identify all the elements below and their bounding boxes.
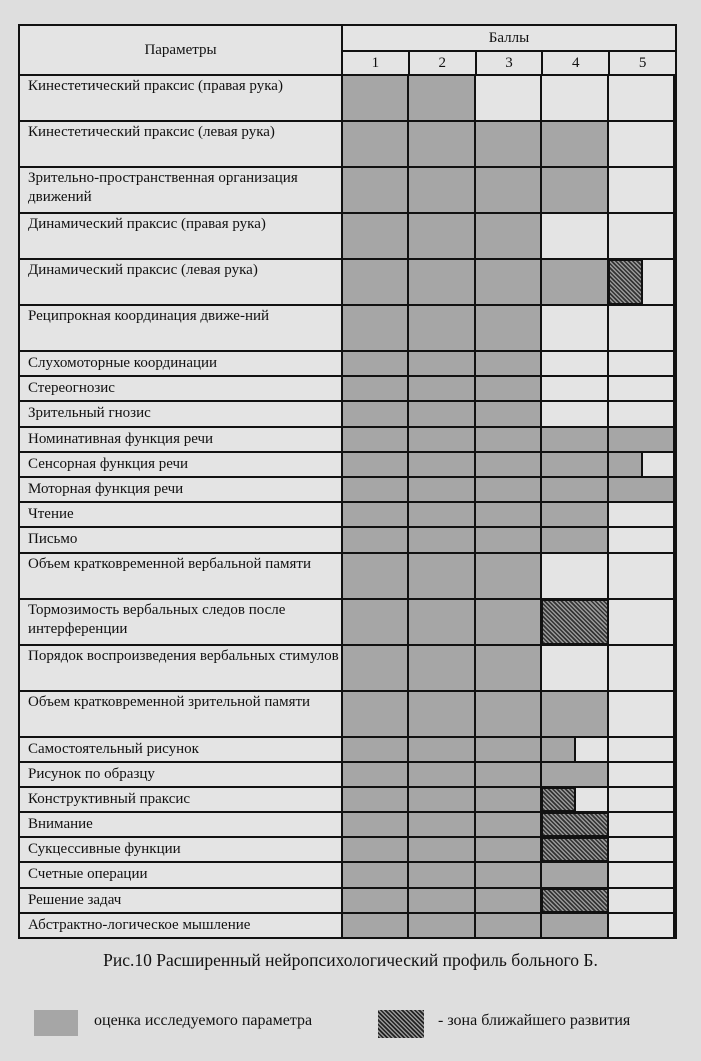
score-area <box>343 554 675 598</box>
score-cell <box>409 453 475 476</box>
score-area <box>343 863 675 886</box>
score-area <box>343 76 675 120</box>
parameter-label: Тормозимость вербальных следов после интерференции <box>20 600 343 644</box>
table-row <box>20 813 675 838</box>
score-cell <box>476 503 542 526</box>
score-header: Баллы <box>343 26 675 52</box>
table-row <box>20 478 675 503</box>
score-cell <box>476 554 542 598</box>
table-row <box>20 377 675 402</box>
bar-edge <box>641 260 643 304</box>
score-cell <box>542 813 608 836</box>
param-header: Параметры <box>20 26 343 74</box>
parameter-label: Стереогнозис <box>20 377 343 400</box>
score-cell <box>343 402 409 425</box>
score-legend-label: оценка исследуемого параметра <box>94 1012 313 1029</box>
score-cell <box>409 646 475 690</box>
score-cell <box>409 306 475 350</box>
score-cell <box>409 260 475 304</box>
score-cell <box>409 813 475 836</box>
score-area <box>343 813 675 836</box>
score-cell <box>343 528 409 551</box>
score-column-header: 5 <box>638 55 647 71</box>
score-cell <box>343 914 409 937</box>
score-cell <box>542 600 608 644</box>
score-cell <box>476 214 542 258</box>
table-row <box>20 763 675 788</box>
table-row <box>20 528 675 553</box>
score-cell <box>409 914 475 937</box>
score-cell <box>609 788 675 811</box>
score-cell <box>343 122 409 166</box>
score-cell <box>343 788 409 811</box>
score-area <box>343 428 675 451</box>
score-cell <box>609 214 675 258</box>
score-cell <box>609 692 675 736</box>
score-cell <box>542 76 608 120</box>
table-row <box>20 168 675 214</box>
score-cell <box>476 838 542 861</box>
parameter-label: Динамический праксис (левая рука) <box>20 260 343 304</box>
table-row <box>20 402 675 427</box>
zone-legend-label: - зона ближайшего развития <box>438 1012 631 1029</box>
score-cell <box>409 478 475 501</box>
score-area <box>343 646 675 690</box>
table-row <box>20 692 675 738</box>
score-cell <box>476 352 542 375</box>
score-cell <box>343 738 409 761</box>
score-cell <box>476 76 542 120</box>
score-cell <box>343 428 409 451</box>
score-cell <box>609 763 675 786</box>
score-cell <box>609 352 675 375</box>
table-row <box>20 646 675 692</box>
score-cell <box>609 838 675 861</box>
table-row <box>20 76 675 122</box>
score-cell <box>343 692 409 736</box>
score-cell <box>409 377 475 400</box>
parameter-label: Объем кратковременной зрительной памяти <box>20 692 343 736</box>
score-cell <box>343 168 409 212</box>
neuropsych-profile-table <box>18 24 677 939</box>
score-cell <box>343 889 409 912</box>
score-cell <box>542 914 608 937</box>
score-cell <box>542 528 608 551</box>
score-cell <box>409 788 475 811</box>
score-cell <box>409 402 475 425</box>
score-cell <box>542 402 608 425</box>
score-column-header: 4 <box>543 52 610 74</box>
score-area <box>343 122 675 166</box>
score-cell <box>476 763 542 786</box>
parameter-label: Номинативная функция речи <box>20 428 343 451</box>
score-cell <box>609 554 675 598</box>
table-row <box>20 352 675 377</box>
bar-edge <box>641 453 643 476</box>
score-area <box>343 692 675 736</box>
score-cell <box>409 503 475 526</box>
score-cell <box>409 554 475 598</box>
score-area <box>343 788 675 811</box>
score-cell <box>609 478 675 501</box>
score-cell <box>542 377 608 400</box>
score-cell <box>476 453 542 476</box>
score-cell <box>542 214 608 258</box>
score-cell <box>409 889 475 912</box>
score-cell <box>476 738 542 761</box>
score-area <box>343 889 675 912</box>
score-column-header: 1 <box>343 52 410 74</box>
score-cell <box>609 600 675 644</box>
table-row <box>20 453 675 478</box>
score-area <box>343 738 675 761</box>
parameter-label: Сукцессивные функции <box>20 838 343 861</box>
score-cell <box>542 168 608 212</box>
score-cell <box>476 168 542 212</box>
score-area <box>343 600 675 644</box>
score-cell <box>343 838 409 861</box>
score-cell <box>476 260 542 304</box>
score-cell <box>609 503 675 526</box>
score-cell <box>476 122 542 166</box>
score-cell <box>609 646 675 690</box>
score-cell <box>476 889 542 912</box>
score-area <box>343 377 675 400</box>
score-cell <box>542 763 608 786</box>
score-cell <box>343 352 409 375</box>
table-row <box>20 863 675 888</box>
score-cell <box>609 122 675 166</box>
score-cell <box>542 428 608 451</box>
table-row <box>20 889 675 914</box>
score-cell <box>409 528 475 551</box>
table-row <box>20 260 675 306</box>
score-cell <box>343 863 409 886</box>
table-row <box>20 738 675 763</box>
score-cell <box>609 813 675 836</box>
score-cell <box>343 377 409 400</box>
score-cell <box>409 214 475 258</box>
parameter-label: Рисунок по образцу <box>20 763 343 786</box>
score-cell <box>343 763 409 786</box>
score-cell <box>542 554 608 598</box>
score-cell <box>609 889 675 912</box>
score-cell <box>409 838 475 861</box>
score-cell <box>343 260 409 304</box>
score-cell <box>542 503 608 526</box>
score-area <box>343 453 675 476</box>
parameter-label: Чтение <box>20 503 343 526</box>
table-row <box>20 214 675 260</box>
parameter-label: Слухомоторные координации <box>20 352 343 375</box>
score-area <box>343 914 675 937</box>
score-cell <box>476 692 542 736</box>
parameter-label: Счетные операции <box>20 863 343 886</box>
score-cell <box>542 838 608 861</box>
table-row <box>20 306 675 352</box>
score-cell <box>476 646 542 690</box>
zone-swatch <box>378 1010 424 1038</box>
table-row <box>20 600 675 646</box>
score-column-header: 2 <box>410 52 477 74</box>
score-cell <box>343 600 409 644</box>
table-row <box>20 914 675 937</box>
score-area <box>343 352 675 375</box>
score-cell <box>476 863 542 886</box>
score-cell <box>343 453 409 476</box>
score-area <box>343 763 675 786</box>
parameter-label: Кинестетический праксис (левая рука) <box>20 122 343 166</box>
figure-caption: Рис.10 Расширенный нейропсихологический профиль больного Б. <box>103 950 598 970</box>
parameter-label: Сенсорная функция речи <box>20 453 343 476</box>
parameter-label: Зрительный гнозис <box>20 402 343 425</box>
score-area <box>343 306 675 350</box>
score-cell <box>609 863 675 886</box>
score-cell <box>609 377 675 400</box>
parameter-label: Письмо <box>20 528 343 551</box>
score-cell <box>476 478 542 501</box>
score-cell <box>409 863 475 886</box>
score-cell <box>343 76 409 120</box>
score-cell <box>409 122 475 166</box>
table-row <box>20 554 675 600</box>
score-cell <box>409 168 475 212</box>
score-cell <box>409 352 475 375</box>
score-cell <box>476 428 542 451</box>
parameter-label: Кинестетический праксис (правая рука) <box>20 76 343 120</box>
parameter-label: Динамический праксис (правая рука) <box>20 214 343 258</box>
table-row <box>20 788 675 813</box>
score-cell <box>409 76 475 120</box>
score-cell <box>409 600 475 644</box>
score-cell <box>542 692 608 736</box>
score-cell <box>476 377 542 400</box>
score-cell <box>542 122 608 166</box>
score-area <box>343 214 675 258</box>
score-cell <box>542 352 608 375</box>
parameter-label: Самостоятельный рисунок <box>20 738 343 761</box>
table-row <box>20 838 675 863</box>
score-cell <box>542 260 608 304</box>
table-header <box>20 26 675 76</box>
score-swatch <box>34 1010 78 1036</box>
parameter-label: Решение задач <box>20 889 343 912</box>
score-cell <box>476 306 542 350</box>
score-area <box>343 402 675 425</box>
score-cell <box>343 503 409 526</box>
score-cell <box>343 646 409 690</box>
score-cell <box>343 214 409 258</box>
table-row <box>20 503 675 528</box>
score-cell <box>343 306 409 350</box>
score-cell <box>542 478 608 501</box>
score-cell <box>476 600 542 644</box>
score-column-header: 3 <box>477 52 544 74</box>
score-cell <box>609 428 675 451</box>
score-cell <box>343 813 409 836</box>
score-cell <box>409 428 475 451</box>
score-area <box>343 503 675 526</box>
score-cell <box>343 478 409 501</box>
score-cell <box>609 76 675 120</box>
score-area <box>343 260 675 304</box>
score-cell <box>609 914 675 937</box>
score-cell <box>609 738 675 761</box>
parameter-label: Порядок воспроизведения вербальных стимулов <box>20 646 343 690</box>
score-cell <box>609 168 675 212</box>
score-cell <box>542 306 608 350</box>
parameter-label: Моторная функция речи <box>20 478 343 501</box>
score-cell <box>476 813 542 836</box>
score-cell <box>409 738 475 761</box>
parameter-label: Конструктивный праксис <box>20 788 343 811</box>
score-area <box>343 838 675 861</box>
score-area <box>343 478 675 501</box>
score-cell <box>476 528 542 551</box>
parameter-label: Зрительно-пространственная организация движений <box>20 168 343 212</box>
score-cell <box>409 763 475 786</box>
parameter-label: Объем кратковременной вербальной памяти <box>20 554 343 598</box>
score-cell <box>476 788 542 811</box>
score-cell <box>609 402 675 425</box>
score-cell <box>542 863 608 886</box>
score-cell <box>609 528 675 551</box>
score-area <box>343 528 675 551</box>
score-cell <box>542 453 608 476</box>
table-row <box>20 122 675 168</box>
parameter-label: Реципрокная координация движе-ний <box>20 306 343 350</box>
table-row <box>20 428 675 453</box>
score-cell <box>343 554 409 598</box>
score-cell <box>476 914 542 937</box>
score-cell <box>542 889 608 912</box>
score-cell <box>609 306 675 350</box>
parameter-label: Абстрактно-логическое мышление <box>20 914 343 937</box>
parameter-label: Внимание <box>20 813 343 836</box>
score-area <box>343 168 675 212</box>
score-cell <box>476 402 542 425</box>
bar-edge <box>574 738 576 761</box>
score-cell <box>409 692 475 736</box>
bar-edge <box>574 788 576 811</box>
score-cell <box>542 646 608 690</box>
